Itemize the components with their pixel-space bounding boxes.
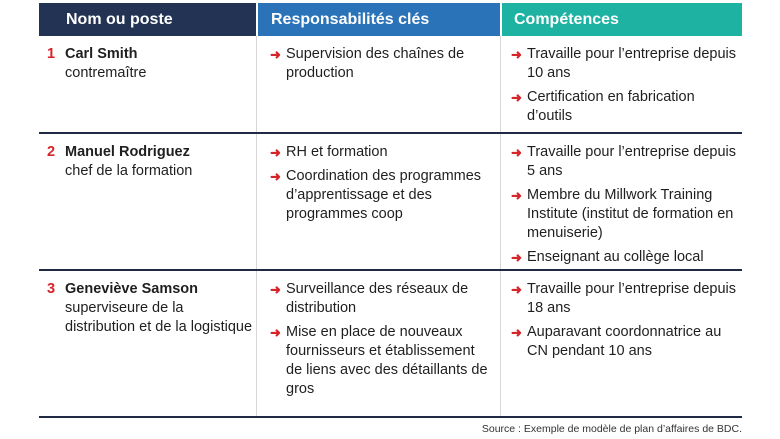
- skill-text: Travaille pour l’entreprise depuis 18 ans: [527, 281, 737, 316]
- responsibilities-cell: [256, 134, 500, 269]
- responsibility-text: RH et formation: [286, 144, 388, 160]
- skill-item: [511, 88, 742, 126]
- arrow-icon: ➜: [270, 169, 281, 184]
- person-cell: [39, 271, 256, 416]
- skill-text: Membre du Millwork Training Institute (institut de formation en menuiserie): [527, 187, 734, 241]
- person-info: [65, 45, 256, 132]
- skill-text: Travaille pour l’entreprise depuis 5 ans: [527, 144, 737, 179]
- responsibilities-cell: [256, 36, 500, 132]
- responsibility-item: [270, 323, 500, 399]
- arrow-icon: ➜: [511, 188, 522, 203]
- table-header: [39, 3, 742, 36]
- skill-item: [511, 143, 742, 181]
- arrow-icon: ➜: [511, 282, 522, 297]
- source-note: Source : Exemple de modèle de plan d’affaires de BDC.: [481, 423, 742, 435]
- skill-text: Auparavant coordonnatrice au CN pendant 10 ans: [527, 324, 722, 359]
- person-name: Carl Smith: [65, 46, 138, 62]
- person-cell: [39, 36, 256, 132]
- arrow-icon: ➜: [511, 250, 522, 265]
- person-role: chef de la formation: [65, 163, 193, 179]
- responsibility-item: [270, 280, 500, 318]
- arrow-icon: ➜: [511, 145, 522, 160]
- responsibility-text: Mise en place de nouveaux fournisseurs et établissement de liens avec des détaillants de gros: [286, 324, 488, 397]
- row-number: 1: [47, 46, 56, 62]
- responsibility-text: Supervision des chaînes de production: [286, 46, 465, 81]
- skill-text: Enseignant au collège local: [527, 249, 704, 265]
- person-role: contremaître: [65, 65, 147, 81]
- skills-cell: [500, 134, 742, 269]
- skill-item: [511, 186, 742, 243]
- person-name: Manuel Rodriguez: [65, 144, 190, 160]
- skills-cell: [500, 36, 742, 132]
- responsibility-text: Coordination des programmes d’apprentissage et des programmes coop: [286, 168, 482, 222]
- arrow-icon: ➜: [511, 325, 522, 340]
- person-info: [65, 143, 256, 269]
- row-number: 2: [47, 144, 56, 160]
- responsibility-text: Surveillance des réseaux de distribution: [286, 281, 469, 316]
- arrow-icon: ➜: [270, 47, 281, 62]
- arrow-icon: ➜: [511, 47, 522, 62]
- arrow-icon: ➜: [270, 325, 281, 340]
- responsibility-item: [270, 167, 500, 224]
- skill-item: [511, 280, 742, 318]
- table-row: [39, 36, 742, 134]
- header-name-or-position: Nom ou poste: [39, 3, 256, 36]
- arrow-icon: ➜: [511, 90, 522, 105]
- table-row: [39, 271, 742, 418]
- responsibility-item: [270, 143, 500, 162]
- skill-item: [511, 45, 742, 83]
- table-row: [39, 134, 742, 271]
- arrow-icon: ➜: [270, 282, 281, 297]
- skill-item: [511, 323, 742, 361]
- person-info: [65, 280, 256, 416]
- skill-text: Certification en fabrication d’outils: [527, 89, 695, 124]
- person-name: Geneviève Samson: [65, 281, 198, 297]
- person-role: superviseure de la distribution et de la logistique: [65, 300, 253, 335]
- responsibility-item: [270, 45, 500, 83]
- skill-text: Travaille pour l’entreprise depuis 10 ans: [527, 46, 737, 81]
- responsibilities-cell: [256, 271, 500, 416]
- team-table: [39, 3, 742, 418]
- person-cell: [39, 134, 256, 269]
- header-key-responsibilities: Responsabilités clés: [256, 3, 500, 36]
- skills-cell: [500, 271, 742, 416]
- arrow-icon: ➜: [270, 145, 281, 160]
- row-number: 3: [47, 281, 56, 297]
- header-skills: Compétences: [500, 3, 742, 36]
- skill-item: [511, 248, 742, 267]
